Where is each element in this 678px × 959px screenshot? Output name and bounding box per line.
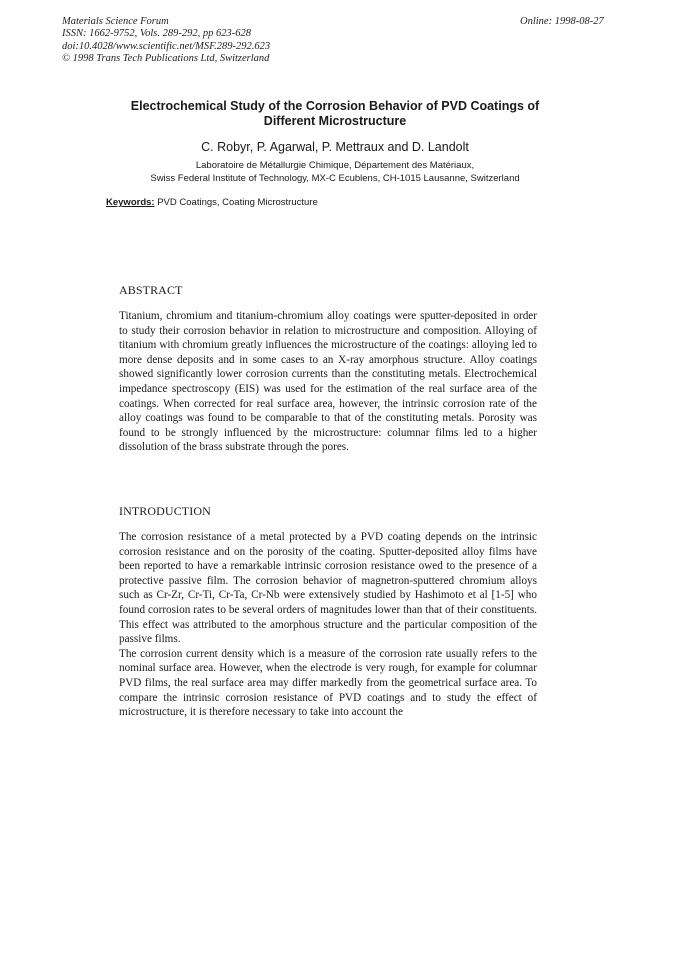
affiliation-line-2: Swiss Federal Institute of Technology, MX-C Ecublens, CH-1015 Lausanne, Switzerland — [150, 172, 520, 184]
issn-line: ISSN: 1662-9752, Vols. 289-292, pp 623-628 — [62, 28, 251, 40]
introduction-paragraph-2: The corrosion current density which is a measure of the corrosion rate usually refers to the nominal surface area. However, when the electrode is very rough, for example for columnar PVD films, the real surface area may differ markedly from the geometrical surface area. To compare the intrinsic corrosion resistance of PVD coatings and to study the effect of microstructure, it is therefore necessary to take into account the — [119, 647, 537, 719]
online-date: Online: 1998-08-27 — [520, 16, 604, 27]
introduction-paragraph-1: The corrosion resistance of a metal protected by a PVD coating depends on the intrinsic corrosion resistance and on the porosity of the coating. Sputter-deposited alloy films have been reported to have a remarkable intrinsic corrosion resistance owed to the presence of a protective passive film. The corrosion behavior of magnetron-sputtered chromium alloys such as Cr-Zr, Cr-Ti, Cr-Ta, Cr-Nb were extensively studied by Hashimoto et al [1-5] who found corrosion rates to be several orders of magnitudes lower than that of their constituents. This effect was attributed to the amorphous structure and the particular composition of the passive films. — [119, 531, 537, 646]
affiliation-line-1: Laboratoire de Métallurgie Chimique, Département des Matériaux, — [195, 160, 475, 171]
keywords-label: Keywords: — [106, 197, 155, 208]
keywords-text: PVD Coatings, Coating Microstructure — [154, 197, 318, 208]
introduction-body — [119, 530, 537, 720]
title-line-2: Different Microstructure — [263, 114, 407, 129]
abstract-heading: ABSTRACT — [119, 283, 183, 297]
journal-header — [62, 16, 270, 66]
keywords — [106, 197, 318, 209]
affiliation — [100, 160, 570, 185]
authors: C. Robyr, P. Agarwal, P. Mettraux and D. Landolt — [201, 140, 469, 154]
doi-line[interactable]: doi:10.4028/www.scientific.net/MSF.289-292.623 — [62, 40, 271, 52]
paper-title — [100, 99, 570, 129]
abstract-text: Titanium, chromium and titanium-chromium alloy coatings were sputter-deposited in order to study their corrosion behavior in relation to microstructure and composition. Alloying of titanium with chromium greatly influences the microstructure of the coatings: alloying led to more dense deposits and in some cases to an X-ray amorphous structure. Alloy coatings showed significantly lower corrosion currents than the constituting metals. Electrochemical impedance spectroscopy (EIS) was used for the estimation of the real surface area of the coatings. When corrected for real surface area, however, the intrinsic corrosion rate of the alloy coatings was found to be comparable to that of the constituting metals. Porosity was found to be strongly influenced by the microstructure: columnar films led to a higher dissolution of the brass substrate through the pores. — [119, 310, 537, 454]
introduction-heading: INTRODUCTION — [119, 504, 211, 518]
copyright-line: © 1998 Trans Tech Publications Ltd, Switzerland — [62, 53, 270, 65]
title-line-1: Electrochemical Study of the Corrosion Behavior of PVD Coatings of — [130, 99, 540, 113]
journal-name: Materials Science Forum — [62, 16, 169, 27]
